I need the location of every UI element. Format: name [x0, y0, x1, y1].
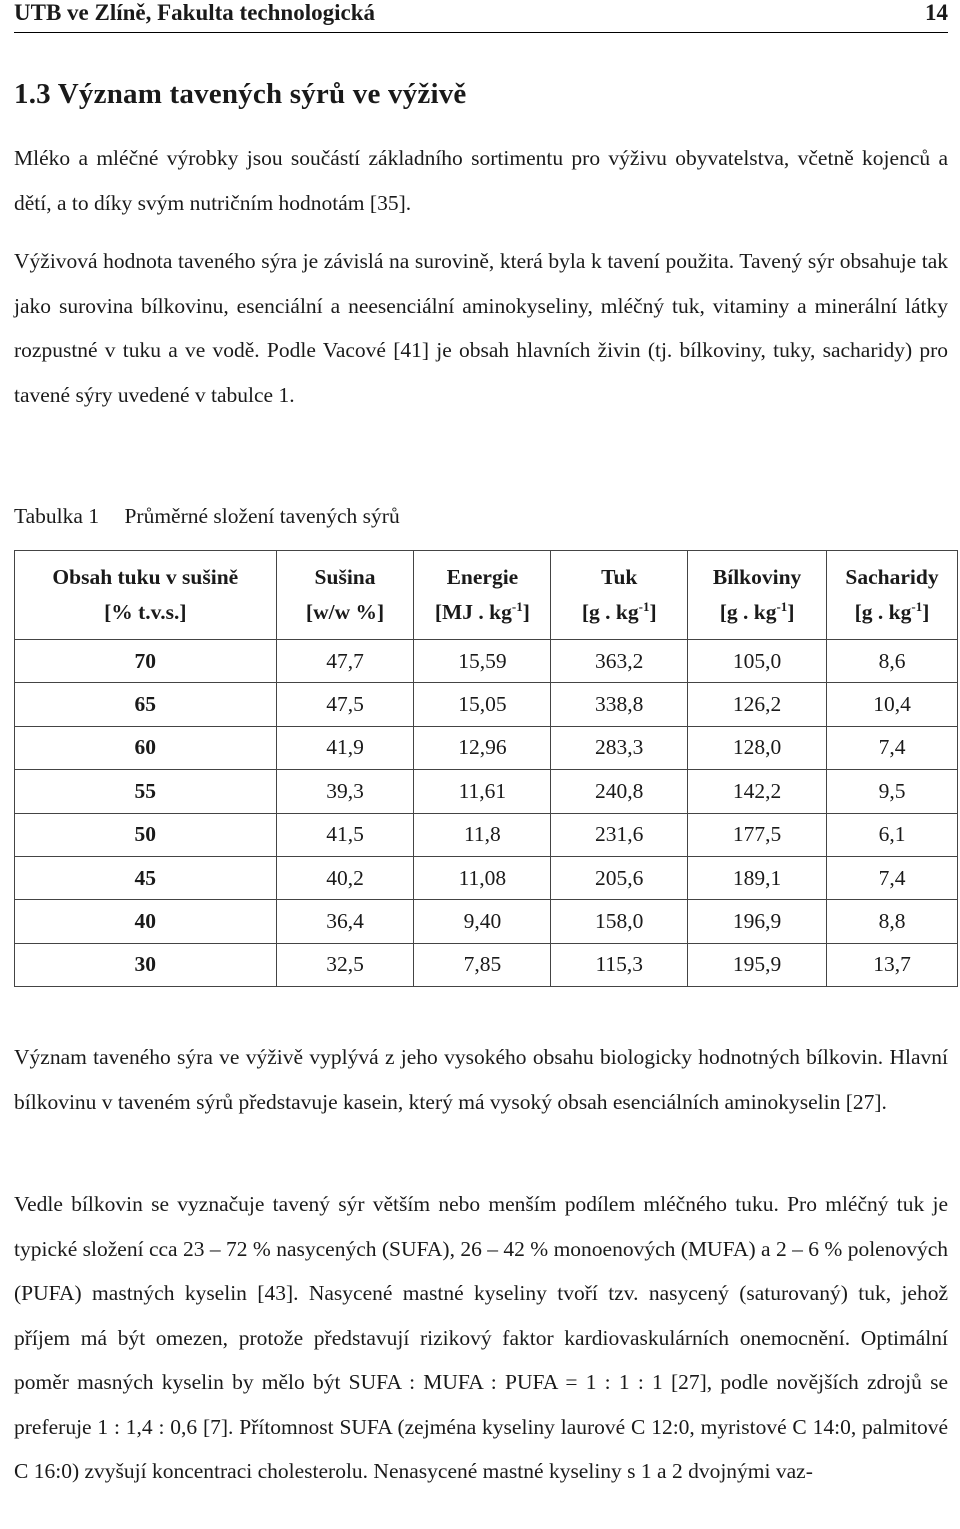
column-name: Bílkoviny: [712, 565, 802, 589]
page-header: [14, 0, 948, 33]
table-cell: 11,08: [414, 856, 551, 899]
table-cell: 15,59: [414, 640, 551, 683]
table-cell: 7,85: [414, 943, 551, 986]
table-cell: 363,2: [551, 640, 688, 683]
table-cell: 65: [15, 683, 277, 726]
table-cell: 6,1: [827, 813, 958, 856]
table-cell: 10,4: [827, 683, 958, 726]
table-cell: 12,96: [414, 726, 551, 769]
column-header: [551, 551, 688, 640]
table-row: [15, 726, 958, 769]
table-cell: 9,40: [414, 900, 551, 943]
paragraph-4: Vedle bílkovin se vyznačuje tavený sýr větším nebo menším podílem mléčného tuku. Pro mléčný tuk je typické složení cca 23 – 72 % nasycených (SUFA), 26 – 42 % monoenových (MUFA) a 2 – 6 % polenových (PUFA) mastných kyselin [43]. Nasycené mastné kyseliny tvoří tzv. nasycený (saturovaný) tuk, jehož příjem má být omezen, protože představují rizikový faktor kardiovaskulárních onemocnění. Optimální poměr masných kyselin by mělo být SUFA : MUFA : PUFA = 1 : 1 : 1 [27], podle novějších zdrojů se preferuje 1 : 1,4 : 0,6 [7]. Přítomnost SUFA (zejména kyseliny laurové C 12:0, myristové C 14:0, palmitové C 16:0) zvyšují koncentraci cholesterolu. Nenasycené mastné kyseliny s 1 a 2 dvojnými vaz-: [14, 1192, 948, 1483]
column-unit: [w/w %]: [305, 600, 385, 624]
table-cell: 45: [15, 856, 277, 899]
table-cell: 8,8: [827, 900, 958, 943]
table-cell: 338,8: [551, 683, 688, 726]
nutrition-table: [14, 550, 958, 987]
table-row: [15, 856, 958, 899]
header-title: UTB ve Zlíně, Fakulta technologická: [14, 0, 375, 25]
column-header: [688, 551, 827, 640]
table-cell: 11,61: [414, 770, 551, 813]
table-cell: 126,2: [688, 683, 827, 726]
table-cell: 105,0: [688, 640, 827, 683]
table-row: [15, 770, 958, 813]
table-cell: 41,5: [276, 813, 414, 856]
table-cell: 115,3: [551, 943, 688, 986]
column-unit: [g . $kg^{-1}$]: [581, 599, 657, 624]
column-name: Energie: [446, 565, 519, 589]
column-name: Tuk: [601, 565, 638, 589]
table-cell: 40,2: [276, 856, 414, 899]
table-row: [15, 900, 958, 943]
page-number: 14: [925, 0, 948, 25]
column-header: [414, 551, 551, 640]
table-cell: 283,3: [551, 726, 688, 769]
table-cell: 195,9: [688, 943, 827, 986]
table-cell: 70: [15, 640, 277, 683]
table-caption-label: Tabulka 1: [14, 504, 100, 528]
table-cell: 13,7: [827, 943, 958, 986]
table-cell: 142,2: [688, 770, 827, 813]
table-row: [15, 943, 958, 986]
paragraph-3: Význam taveného sýra ve výživě vyplývá z jeho vysokého obsahu biologicky hodnotných bílkovin. Hlavní bílkovinu v taveném sýrů představuje kasein, který má vysoký obsah esenciálních aminokyselin [27].: [14, 1045, 948, 1114]
table-cell: 47,7: [276, 640, 414, 683]
column-name: Sacharidy: [845, 565, 939, 589]
table-caption: [14, 496, 400, 536]
table-cell: 231,6: [551, 813, 688, 856]
table-cell: 189,1: [688, 856, 827, 899]
table-cell: 41,9: [276, 726, 414, 769]
table-cell: 7,4: [827, 856, 958, 899]
table-cell: 15,05: [414, 683, 551, 726]
section-title: 1.3 Význam tavených sýrů ve výživě: [14, 78, 467, 110]
column-name: Obsah tuku v sušině: [52, 565, 239, 589]
table-body: [15, 640, 958, 987]
column-name: Sušina: [314, 565, 376, 589]
table-row: [15, 640, 958, 683]
table-cell: 7,4: [827, 726, 958, 769]
column-header: [276, 551, 414, 640]
column-unit: [g . $kg^{-1}$]: [719, 599, 795, 624]
table-cell: 40: [15, 900, 277, 943]
column-header: [15, 551, 277, 640]
table-header-row: [15, 551, 958, 640]
column-unit: [MJ . $kg^{-1}$]: [434, 599, 530, 624]
table-row: [15, 683, 958, 726]
table-cell: 32,5: [276, 943, 414, 986]
column-header: [827, 551, 958, 640]
table-cell: 47,5: [276, 683, 414, 726]
table-cell: 158,0: [551, 900, 688, 943]
column-unit: [% t.v.s.]: [104, 600, 187, 624]
table-cell: 30: [15, 943, 277, 986]
table-cell: 55: [15, 770, 277, 813]
table-caption-text: Průměrné složení tavených sýrů: [124, 504, 400, 528]
paragraph-1: Mléko a mléčné výrobky jsou součástí základního sortimentu pro výživu obyvatelstva, včetně kojenců a dětí, a to díky svým nutričním hodnotám [35].: [14, 146, 948, 215]
table-cell: 8,6: [827, 640, 958, 683]
table-cell: 128,0: [688, 726, 827, 769]
table-cell: 36,4: [276, 900, 414, 943]
table-cell: 177,5: [688, 813, 827, 856]
table-cell: 60: [15, 726, 277, 769]
paragraph-2: Výživová hodnota taveného sýra je závislá na surovině, která byla k tavení použita. Tavený sýr obsahuje tak jako surovina bílkovinu, esenciální a neesenciální aminokyseliny, mléčný tuk, vitaminy a minerální látky rozpustné v tuku a ve vodě. Podle Vacové [41] je obsah hlavních živin (tj. bílkoviny, tuky, sacharidy) pro tavené sýry uvedené v tabulce 1.: [14, 249, 948, 407]
table-cell: 50: [15, 813, 277, 856]
table-cell: 39,3: [276, 770, 414, 813]
table-cell: 196,9: [688, 900, 827, 943]
table-cell: 205,6: [551, 856, 688, 899]
table-row: [15, 813, 958, 856]
column-unit: [g . $kg^{-1}$]: [854, 599, 930, 624]
table-cell: 11,8: [414, 813, 551, 856]
table-cell: 9,5: [827, 770, 958, 813]
table-cell: 240,8: [551, 770, 688, 813]
